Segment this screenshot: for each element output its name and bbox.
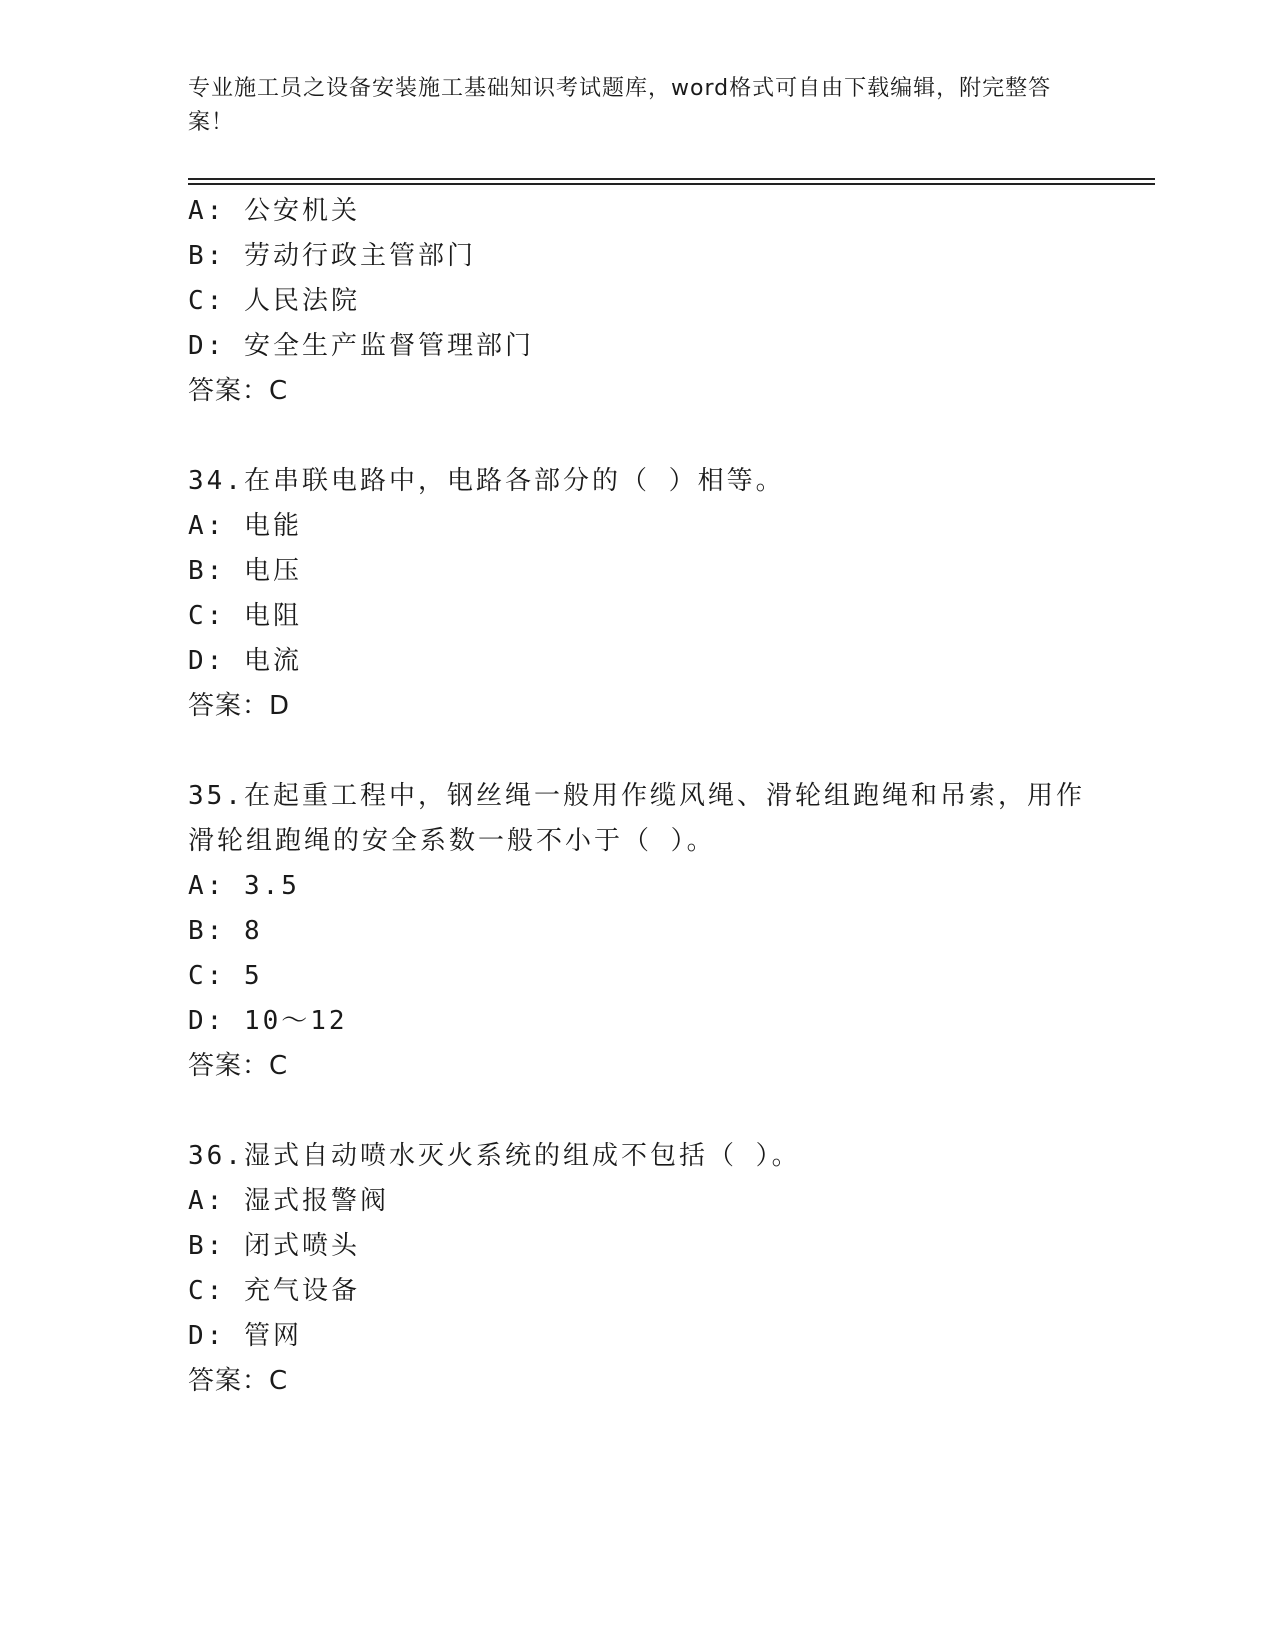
- option-d: D: 电流: [188, 646, 302, 676]
- option-a: A: 湿式报警阀: [188, 1186, 389, 1216]
- option-d: D: 安全生产监督管理部门: [188, 331, 534, 361]
- option-c: C: 5: [188, 961, 263, 991]
- answer: 答案：C: [188, 1051, 289, 1081]
- document-header: 专业施工员之设备安装施工基础知识考试题库，word格式可自由下载编辑，附完整答案！: [188, 76, 1052, 135]
- option-b: B: 劳动行政主管部门: [188, 241, 476, 271]
- header-divider-top: [188, 178, 1155, 180]
- answer: 答案：D: [188, 691, 291, 721]
- option-d: D: 管网: [188, 1321, 302, 1351]
- question-stem: 34.在串联电路中，电路各部分的（ ）相等。: [188, 466, 785, 496]
- option-a: A: 3.5: [188, 871, 300, 901]
- question-stem-line2: 滑轮组跑绳的安全系数一般不小于（ ）。: [188, 826, 716, 856]
- header-divider-bottom: [188, 183, 1155, 185]
- option-a: A: 公安机关: [188, 196, 360, 226]
- option-d: D: 10～12: [188, 1006, 348, 1036]
- question-stem-line1: 35.在起重工程中，钢丝绳一般用作缆风绳、滑轮组跑绳和吊索，用作: [188, 781, 1085, 811]
- question-stem: 36.湿式自动喷水灭火系统的组成不包括（ ）。: [188, 1141, 801, 1171]
- option-a: A: 电能: [188, 511, 302, 541]
- option-c: C: 充气设备: [188, 1276, 360, 1306]
- answer: 答案：C: [188, 376, 289, 406]
- option-b: B: 8: [188, 916, 263, 946]
- option-b: B: 闭式喷头: [188, 1231, 360, 1261]
- option-c: C: 人民法院: [188, 286, 360, 316]
- answer: 答案：C: [188, 1366, 289, 1396]
- option-c: C: 电阻: [188, 601, 302, 631]
- option-b: B: 电压: [188, 556, 302, 586]
